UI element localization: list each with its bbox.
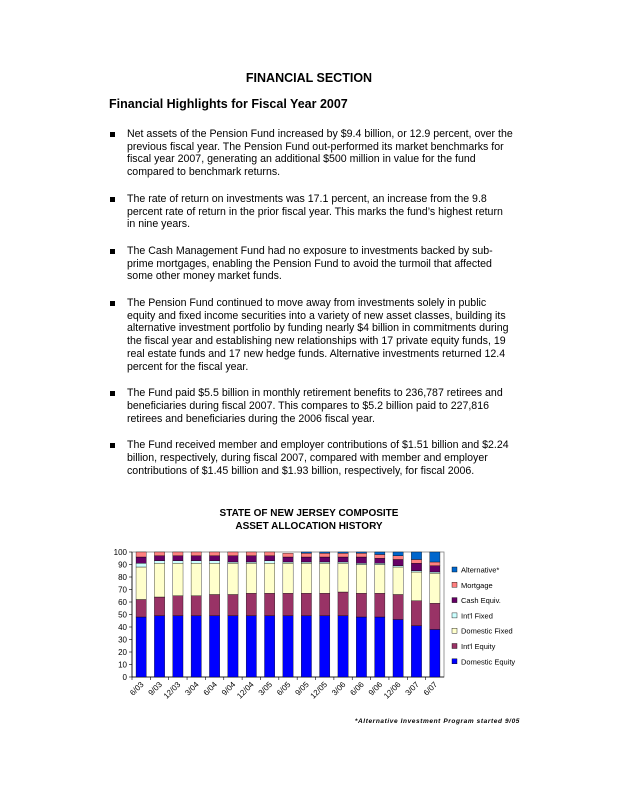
bar-segment-domestic-fixed [136,567,146,600]
bar-segment-mortgage [393,556,403,560]
bar-segment-domestic-equity [209,616,219,677]
x-tick-label: 6/07 [421,680,440,698]
bar-segment-int-l-fixed [411,571,421,572]
bar-segment-alternative [393,552,403,556]
bar-segment-int-l-equity [265,593,275,616]
legend-label: Alternative* [461,565,500,575]
bar-segment-mortgage [265,552,275,556]
y-tick-label: 40 [118,623,127,632]
x-tick-label: 6/05 [275,680,293,698]
bar-segment-int-l-equity [209,595,219,616]
bar-segment-cash-equiv [411,563,421,571]
legend-swatch [452,567,457,572]
legend-swatch [452,598,457,603]
x-tick-label: 9/05 [293,680,311,698]
bullet-text: The rate of return on investments was 17.1 percent, an increase from the 9.8 percent rate of return in the prior fiscal year. This marks the fund’s highest return in nine years. [127,192,503,231]
y-tick-label: 30 [118,635,127,645]
bar-segment-domestic-fixed [301,563,311,593]
bar-segment-int-l-fixed [393,566,403,567]
bar-segment-domestic-equity [246,616,256,677]
bar-segment-alternative [430,552,440,562]
bar-segment-domestic-fixed [430,573,440,603]
bar-segment-int-l-fixed [154,561,164,564]
bar-segment-domestic-fixed [209,563,219,594]
bar-segment-int-l-equity [338,592,348,616]
legend-label: Int'l Equity [461,642,496,651]
bar-segment-domestic-equity [265,616,275,677]
bar-segment-cash-equiv [265,556,275,561]
legend-swatch [452,644,457,649]
bar-segment-domestic-equity [375,617,385,677]
bar-segment-domestic-fixed [246,563,256,593]
bar-segment-mortgage [136,552,146,557]
x-tick-label: 12/03 [161,680,183,701]
bullet-icon [110,197,115,202]
bar-segment-int-l-equity [393,595,403,620]
bar-segment-alternative [375,552,385,555]
bar-segment-mortgage [154,552,164,556]
bar-segment-domestic-fixed [173,563,183,596]
bullet-icon [110,391,115,396]
bar-segment-int-l-fixed [191,561,201,564]
bar-segment-int-l-fixed [265,561,275,564]
bar-segment-cash-equiv [393,560,403,566]
bar-segment-mortgage [173,552,183,556]
bar-segment-domestic-fixed [375,565,385,594]
x-tick-label: 12/04 [235,680,256,701]
bar-segment-domestic-equity [173,616,183,677]
bar-segment-int-l-equity [136,600,146,618]
legend-label: Cash Equiv. [461,596,501,606]
bar-segment-alternative [356,552,366,553]
bar-segment-alternative [320,552,330,553]
bar-segment-cash-equiv [191,556,201,561]
bar-segment-cash-equiv [136,557,146,563]
list-item [109,128,514,179]
bullet-text: The Fund received member and employer contributions of $1.51 billion and $2.24 billion, respectively, during fiscal 2007, compared with member and employer contributions of $1.45 billion and $1.93 billion, respectively, for fiscal 2006. [127,439,509,477]
bar-segment-int-l-fixed [338,562,348,563]
bullet-icon [110,132,115,137]
bar-segment-mortgage [320,553,330,557]
bar-segment-domestic-equity [320,616,330,677]
bar-segment-domestic-equity [393,620,403,678]
bar-segment-cash-equiv [356,557,366,563]
bar-segment-cash-equiv [173,556,183,561]
bar-segment-domestic-fixed [154,563,164,597]
bar-segment-domestic-equity [136,617,146,677]
legend-label: Int'l Fixed [461,611,493,621]
list-item [109,297,514,373]
bar-segment-cash-equiv [154,556,164,561]
bar-segment-domestic-equity [154,616,164,677]
bar-segment-mortgage [301,553,311,557]
bar-segment-domestic-equity [356,617,366,677]
x-tick-label: 6/04 [201,680,220,698]
bullet-text: The Fund paid $5.5 billion in monthly retirement benefits to 236,787 retirees and beneficiaries during fiscal 2007. This compares to $5.2 billion paid to 227,816 retirees and beneficiaries during the 2006 fiscal year. [127,387,503,425]
bar-segment-alternative [338,552,348,553]
bar-segment-mortgage [246,552,256,556]
bullet-text: The Pension Fund continued to move away from investments solely in public equity and fixed income securities into a variety of new asset classes, building its alternative investment portfolio by funding nearly $4 billion in commitments during the fiscal year and establishing new relationships with 17 private equity funds, 19 real estate funds and 17 new hedge funds. Alternative investments returned 12.4 percent for the fiscal year. [127,297,509,373]
legend-swatch [452,659,457,664]
bar-segment-cash-equiv [320,557,330,562]
y-tick-label: 50 [118,610,127,620]
section-title: FINANCIAL SECTION [245,71,373,85]
bar-segment-int-l-equity [246,593,256,616]
bullet-text: The Cash Management Fund had no exposure to investments backed by sub-prime mortgages, enabling the Pension Fund to avoid the turmoil that affected some other money market funds. [127,244,493,283]
subtitle: Financial Highlights for Fiscal Year 2007 [109,97,348,111]
bar-segment-mortgage [228,552,238,556]
bar-segment-domestic-equity [283,616,293,677]
chart-title [0,507,618,533]
bar-segment-domestic-equity [430,630,440,678]
chart-svg [112,543,532,718]
legend-swatch [452,613,457,618]
bar-segment-domestic-equity [411,626,421,677]
bar-segment-int-l-fixed [283,562,293,563]
bar-segment-domestic-fixed [265,563,275,593]
bar-segment-cash-equiv [228,556,238,562]
bar-segment-int-l-equity [154,597,164,616]
x-tick-label: 3/05 [256,680,275,698]
y-tick-label: 60 [118,598,127,607]
bar-segment-int-l-equity [228,595,238,616]
bar-segment-cash-equiv [338,557,348,562]
bar-segment-mortgage [338,553,348,557]
bar-segment-mortgage [209,552,219,556]
bar-segment-alternative [301,552,311,553]
y-tick-label: 80 [118,573,127,582]
legend-label: Domestic Equity [461,657,516,667]
bar-segment-int-l-fixed [320,562,330,563]
x-tick-label: 9/06 [366,680,385,698]
y-tick-label: 100 [113,548,127,557]
bullet-text: Net assets of the Pension Fund increased by $9.4 billion, or 12.9 percent, over the previous fiscal year. The Pension Fund out-performed its market benchmarks for fiscal year 2007, generating an additional $500 million in value for the fund compared to benchmark returns. [127,128,513,179]
highlights-list [109,128,514,491]
chart-title-line-1: STATE OF NEW JERSEY COMPOSITE [219,508,399,519]
x-tick-label: 9/03 [146,680,164,698]
bar-segment-int-l-equity [173,596,183,616]
x-tick-label: 12/06 [382,680,403,701]
y-tick-label: 90 [118,560,127,570]
x-tick-label: 9/04 [219,680,238,698]
legend-label: Mortgage [461,580,493,590]
bar-segment-int-l-equity [191,596,201,616]
bar-segment-domestic-fixed [283,563,293,593]
bar-segment-domestic-equity [191,616,201,677]
bar-segment-int-l-equity [430,603,440,629]
bar-segment-mortgage [375,555,385,559]
bar-segment-int-l-fixed [375,563,385,564]
bar-segment-domestic-fixed [320,563,330,593]
bar-segment-int-l-fixed [356,563,366,564]
bullet-icon [110,443,115,448]
legend-swatch [452,582,457,587]
legend-label: Domestic Fixed [461,626,513,636]
x-tick-label: 12/05 [308,680,330,701]
bar-segment-int-l-fixed [136,563,146,567]
list-item [109,387,514,425]
bar-segment-cash-equiv [209,556,219,561]
bar-segment-domestic-fixed [228,563,238,594]
bar-segment-mortgage [283,553,293,557]
bar-segment-domestic-equity [338,616,348,677]
bullet-icon [110,301,115,306]
x-tick-label: 3/06 [330,680,348,698]
bar-segment-domestic-equity [301,616,311,677]
y-tick-label: 10 [118,660,127,670]
bar-segment-cash-equiv [283,557,293,562]
bar-segment-domestic-fixed [338,563,348,592]
footnote: *Alternative Investment Program started 9/05 [354,718,520,725]
bar-segment-mortgage [356,553,366,557]
bar-segment-mortgage [430,562,440,566]
x-tick-label: 6/03 [128,680,146,698]
asset-allocation-chart [112,543,532,718]
bar-segment-mortgage [191,552,201,556]
x-tick-label: 3/07 [403,680,421,698]
bar-segment-int-l-equity [320,593,330,616]
x-tick-label: 6/06 [348,680,366,698]
bar-segment-int-l-fixed [246,562,256,563]
bar-segment-domestic-fixed [411,572,421,601]
bar-segment-int-l-fixed [301,562,311,563]
bar-segment-int-l-fixed [209,561,219,564]
bar-segment-cash-equiv [375,558,385,563]
bar-segment-mortgage [411,560,421,564]
bar-segment-domestic-fixed [393,567,403,595]
bar-segment-int-l-equity [375,593,385,617]
bar-segment-int-l-equity [356,593,366,617]
bar-segment-alternative [411,552,421,560]
bar-segment-domestic-equity [228,616,238,677]
bar-segment-cash-equiv [301,557,311,562]
y-tick-label: 0 [122,673,127,682]
chart-title-line-2: ASSET ALLOCATION HISTORY [235,521,383,532]
bar-segment-cash-equiv [430,566,440,572]
bar-segment-domestic-fixed [356,565,366,594]
x-tick-label: 3/04 [183,680,201,698]
bar-segment-domestic-fixed [191,563,201,596]
bar-segment-int-l-fixed [430,572,440,573]
bullet-icon [110,249,115,254]
y-tick-label: 70 [118,585,127,595]
list-item [109,245,514,283]
list-item [109,439,514,477]
bar-segment-int-l-fixed [228,562,238,563]
bar-segment-int-l-equity [283,593,293,616]
bar-segment-cash-equiv [246,556,256,562]
bar-segment-int-l-equity [411,601,421,626]
bar-segment-int-l-fixed [173,561,183,564]
bar-segment-int-l-equity [301,593,311,616]
y-tick-label: 20 [118,648,127,657]
legend-swatch [452,628,457,633]
list-item [109,193,514,231]
